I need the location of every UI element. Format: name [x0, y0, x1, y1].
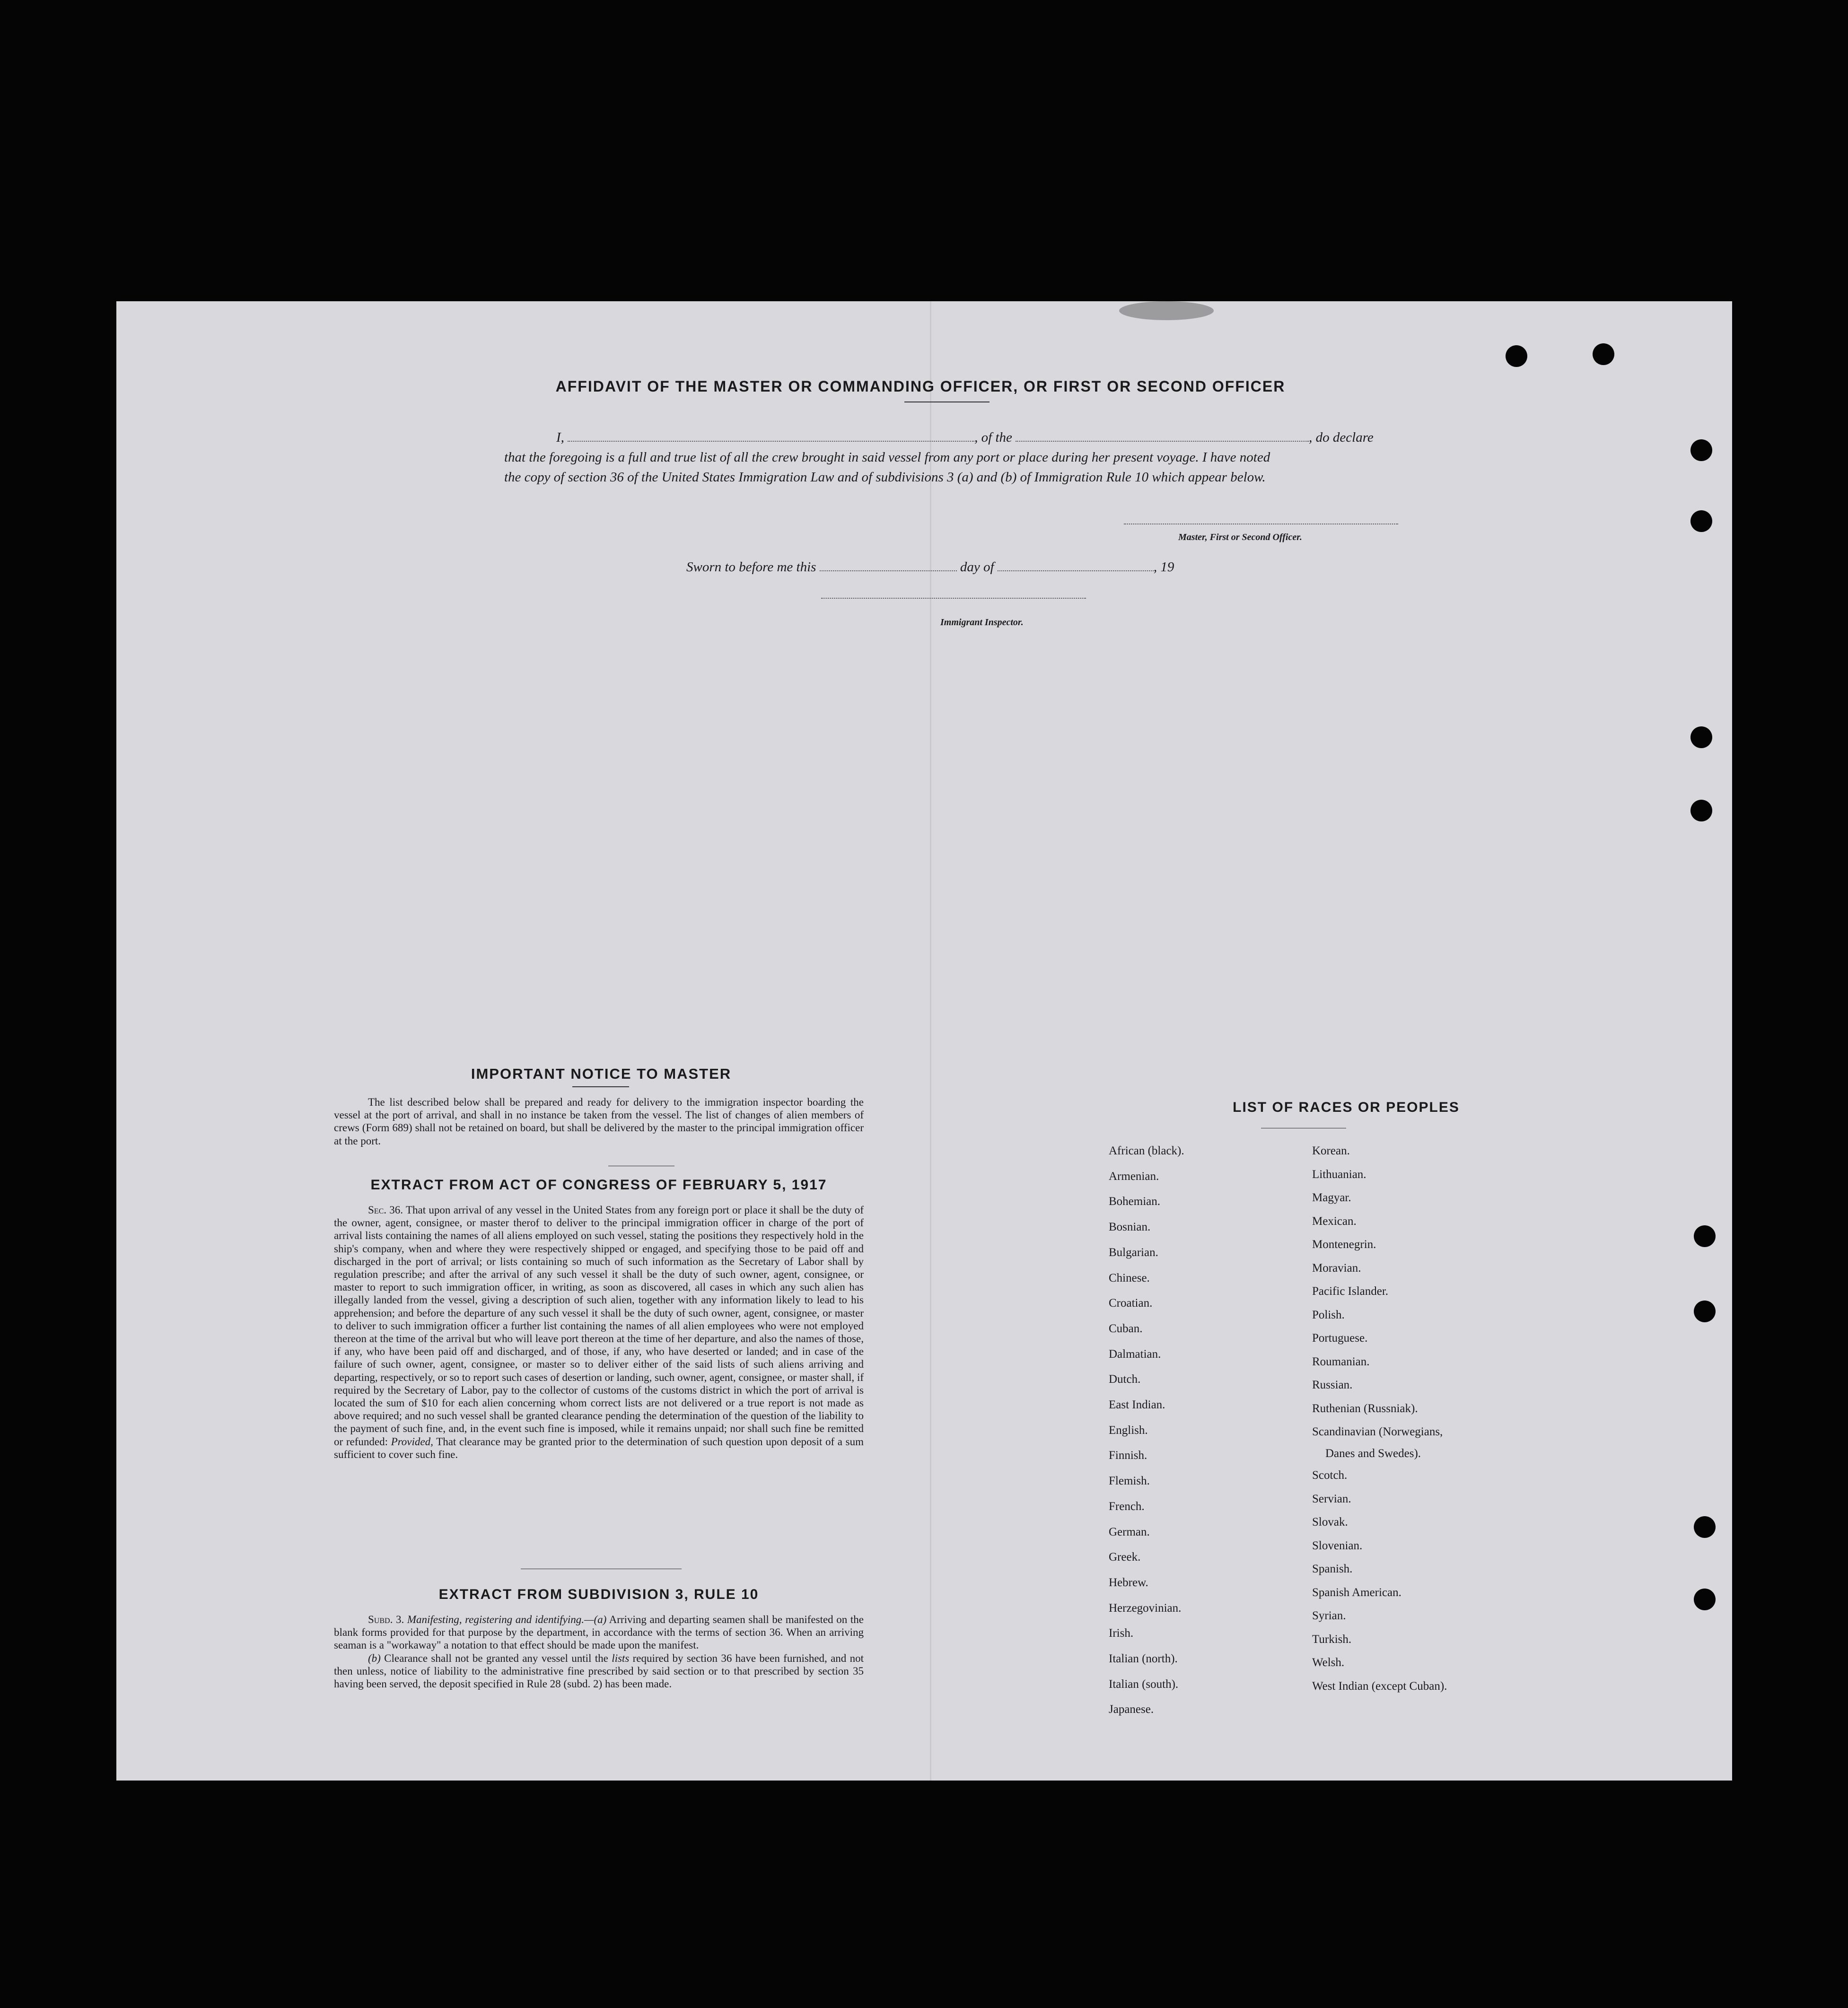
race-left-item: Flemish.: [1109, 1475, 1150, 1488]
declare-do-declare: , do declare: [1309, 430, 1374, 445]
race-left-item: Finnish.: [1109, 1449, 1147, 1462]
race-left-item: Dalmatian.: [1109, 1347, 1161, 1361]
race-left-item: Irish.: [1109, 1627, 1134, 1640]
sworn-day-of: day of: [960, 559, 994, 575]
race-left-item: Croatian.: [1109, 1297, 1153, 1310]
race-right-item: Spanish.: [1312, 1563, 1353, 1575]
race-right-item: Pacific Islander.: [1312, 1285, 1389, 1298]
race-left-item: Greek.: [1109, 1551, 1141, 1564]
race-right-item: Slovenian.: [1312, 1539, 1363, 1552]
punch-hole: [1694, 1225, 1716, 1247]
race-right-item: Ruthenian (Russniak).: [1312, 1402, 1418, 1415]
race-left-item: Herzegovinian.: [1109, 1601, 1182, 1615]
race-right-item: Welsh.: [1312, 1656, 1345, 1669]
page-fold: [930, 301, 931, 1781]
race-right-item: Magyar.: [1312, 1191, 1351, 1204]
declare-of-the: , of the: [974, 430, 1012, 445]
act-extract-title: EXTRACT FROM ACT OF CONGRESS OF FEBRUARY 5, 1917: [370, 1177, 827, 1193]
section-36-text: That upon arrival of any vessel in the United States from any foreign port or place it shall be the duty of the owner, agent, consignee, or master therof to deliver to the principal immigration officer in charge of the port of arrival lists containing the names of all aliens employed on such vessel, stating the positions they respectively hold in the ship's company, when and where they were respectively shipped or engaged, and specifying those to be paid off and discharged in the port of arrival; or lists containing so much of such information as the Secretary of Labor shall by regulation prescribe; and after the arrival of any such vessel it shall be the duty of such owner, agent, consignee, or master to report to such immigration officer, in writing, as soon as discovered, all cases in which any such alien has illegally landed from the vessel, giving a description of such alien, together with any information likely to lead to his apprehension; and before the departure of any such vessel it shall be the duty of such owner, agent, consignee, or master to deliver to such immigration officer a further list containing the names of all alien employees who were not employed thereon at the time of the arrival but who will leave port thereon at the time of her departure, and also the names of those, if any, who have been paid off and discharged, and of those, if any, who have deserted or landed; and in case of the failure of such owner, agent, consignee, or master so to deliver either of the said lists of such aliens arriving and departing, respectively, or so to report such cases of desertion or landing, such owner, agent, consignee, or master shall, if required by the Secretary of Labor, pay to the collector of customs of the customs district in which the port of arrival is located the sum of $10 for each alien concerning whom correct lists are not delivered or a true report is not made as above required; and no such vessel shall be granted clearance pending the determination of the question of the liability to the payment of such fine, and, in the event such fine is imposed, while it remains unpaid; nor shall such fine be remitted or refunded:: [334, 1204, 864, 1448]
declaration-line-3: the copy of section 36 of the United States Immigration Law and of subdivisions 3 (a) and (b) of Immigration Rule 10 which appear below.: [504, 470, 1266, 485]
document-sheet: [116, 301, 1732, 1781]
notice-underline: [572, 1086, 629, 1087]
name-blank: [568, 441, 974, 442]
punch-hole: [1694, 1301, 1716, 1322]
race-right-item: Spanish American.: [1312, 1586, 1401, 1599]
race-right-item: Russian.: [1312, 1379, 1353, 1391]
race-left-item: Dutch.: [1109, 1373, 1141, 1386]
race-left-item: Cuban.: [1109, 1322, 1143, 1335]
race-right-item: Danes and Swedes).: [1325, 1447, 1421, 1460]
punch-hole: [1690, 510, 1712, 532]
race-right-item: Polish.: [1312, 1308, 1345, 1321]
notice-title: IMPORTANT NOTICE TO MASTER: [471, 1065, 732, 1082]
race-left-item: Hebrew.: [1109, 1576, 1148, 1589]
para-b-text-1: Clearance shall not be granted any vessel until the: [384, 1652, 608, 1664]
subd-para-a: Arriving and departing seamen shall be manifested on the blank forms provided for that purpose by the department, in accordance with the terms of section 36. When an arriving seaman is a "workaway" a notation to that effect should be made upon the manifest.: [334, 1614, 864, 1651]
race-left-item: Bohemian.: [1109, 1195, 1161, 1208]
inspector-label: Immigrant Inspector.: [940, 617, 1024, 628]
race-right-item: Roumanian.: [1312, 1355, 1370, 1368]
race-right-item: Lithuanian.: [1312, 1168, 1366, 1181]
sworn-month-blank: [998, 570, 1154, 571]
race-left-item: Italian (north).: [1109, 1652, 1178, 1665]
punch-hole: [1690, 800, 1712, 821]
race-right-item: Portuguese.: [1312, 1332, 1368, 1344]
inspector-signature-line: [821, 598, 1086, 599]
race-left-item: Bulgarian.: [1109, 1246, 1158, 1259]
sworn-line: [686, 559, 1174, 575]
race-left-item: English.: [1109, 1423, 1148, 1437]
act-extract-text: [334, 1204, 864, 1461]
ink-smudge: [1119, 301, 1214, 320]
race-right-item: Montenegrin.: [1312, 1238, 1376, 1251]
races-title: LIST OF RACES OR PEOPLES: [1233, 1100, 1460, 1115]
para-b-label: (b): [368, 1652, 381, 1664]
race-right-item: Korean.: [1312, 1144, 1350, 1157]
punch-hole: [1690, 726, 1712, 748]
vessel-blank: [1016, 441, 1309, 442]
master-signature-label: Master, First or Second Officer.: [1178, 532, 1302, 542]
punch-hole: [1690, 439, 1712, 461]
punch-hole: [1506, 345, 1527, 367]
punch-hole: [1593, 343, 1614, 365]
race-right-item: Scandinavian (Norwegians,: [1312, 1425, 1443, 1438]
race-right-item: Syrian.: [1312, 1609, 1346, 1622]
punch-hole: [1694, 1589, 1716, 1610]
race-left-item: Italian (south).: [1109, 1677, 1179, 1691]
subd-label: Subd. 3.: [368, 1614, 404, 1625]
race-left-item: East Indian.: [1109, 1398, 1165, 1411]
race-left-item: Japanese.: [1109, 1703, 1154, 1716]
rule-extract-text: [334, 1613, 864, 1690]
punch-hole: [1694, 1516, 1716, 1538]
sworn-prefix: Sworn to before me this: [686, 559, 816, 575]
affidavit-title: AFFIDAVIT OF THE MASTER OR COMMANDING OFFICER, OR FIRST OR SECOND OFFICER: [555, 378, 1286, 395]
race-right-item: Moravian.: [1312, 1261, 1361, 1275]
race-left-item: African (black).: [1109, 1144, 1184, 1157]
section-36-paragraph: [334, 1204, 864, 1461]
race-left-item: Bosnian.: [1109, 1221, 1151, 1234]
section-label: Sec. 36.: [368, 1204, 403, 1216]
provided-word: Provided,: [391, 1435, 433, 1448]
declaration-line-1: [556, 430, 1374, 445]
race-right-item: Mexican.: [1312, 1214, 1357, 1228]
race-left-item: German.: [1109, 1525, 1150, 1538]
notice-paragraph: The list described below shall be prepared and ready for delivery to the immigration inspector boarding the vessel at the port of arrival, and shall in no instance be taken from the vessel. The list of changes of alien members of crews (Form 689) shall not be retained on board, but shall be delivered by the master to the principal immigration officer at the port.: [334, 1096, 864, 1147]
rule-extract-title: EXTRACT FROM SUBDIVISION 3, RULE 10: [438, 1587, 759, 1602]
race-left-item: Chinese.: [1109, 1271, 1150, 1284]
sworn-year: , 19: [1153, 559, 1174, 575]
subd-heading: Manifesting, registering and identifying.—(a): [407, 1614, 607, 1625]
race-left-item: French.: [1109, 1500, 1145, 1513]
sworn-date-blank: [820, 570, 957, 571]
notice-text: [334, 1096, 864, 1147]
declaration-line-2: that the foregoing is a full and true list of all the crew brought in said vessel from any port or place during her present voyage. I have noted: [504, 450, 1270, 465]
race-right-item: Slovak.: [1312, 1516, 1348, 1528]
race-left-item: Armenian.: [1109, 1170, 1159, 1183]
race-right-item: Turkish.: [1312, 1633, 1352, 1646]
rule-paragraph-b: [334, 1652, 864, 1691]
race-right-item: Servian.: [1312, 1492, 1351, 1505]
race-right-item: Scotch.: [1312, 1469, 1348, 1482]
declare-i: I,: [556, 430, 564, 445]
race-right-item: West Indian (except Cuban).: [1312, 1679, 1447, 1693]
rule-paragraph-a: [334, 1613, 864, 1652]
para-b-text-2: required by section 36 have been furnished, and not then unless, notice of liability to the administrative fine prescribed by said section or to that prescribed by section 35 having been served, the deposit specified in Rule 28 (subd. 2) has been made.: [334, 1652, 864, 1690]
para-b-lists: lists: [612, 1652, 630, 1664]
section-36-text-end: That clearance may be granted prior to the determination of such question upon deposit of a sum sufficient to cover such fine.: [334, 1435, 864, 1460]
